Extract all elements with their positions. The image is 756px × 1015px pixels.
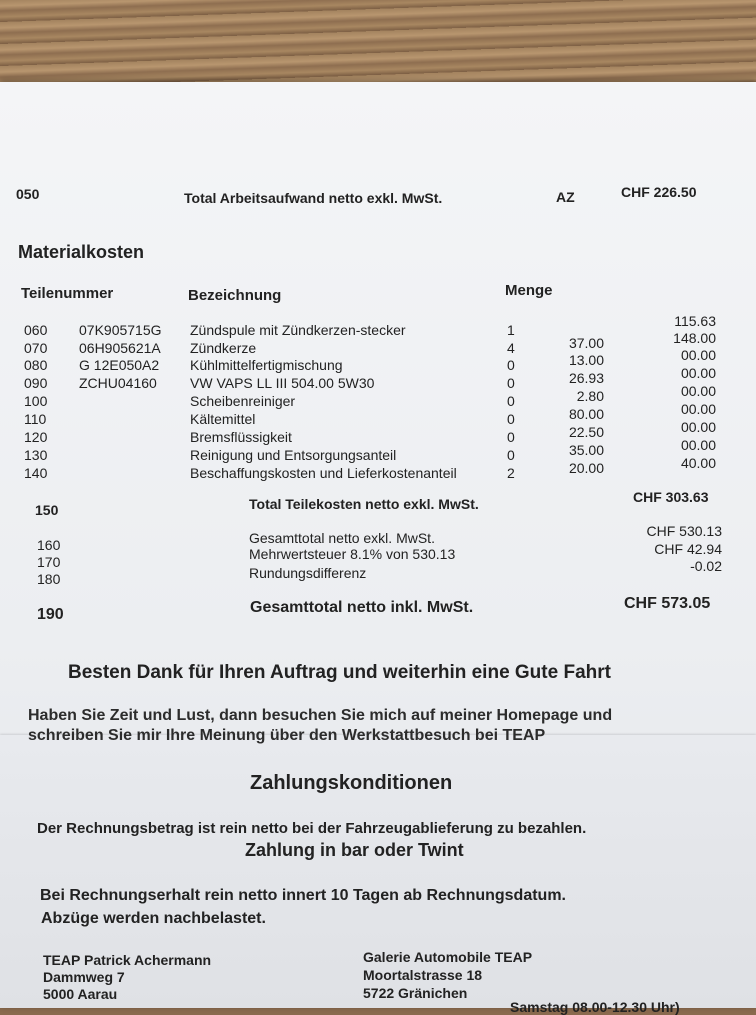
item-description: Bremsflüssigkeit — [190, 429, 292, 445]
opening-hours-cutoff: Samstag 08.00-12.30 Uhr) — [510, 999, 680, 1015]
item-quantity: 0 — [507, 393, 515, 409]
parts-total-amount: CHF 303.63 — [633, 489, 709, 505]
item-price: 2.80 — [576, 388, 604, 404]
table-row — [0, 313, 756, 340]
total-amount: -0.02 — [690, 558, 722, 574]
item-part-no: G 12E050A2 — [79, 357, 160, 373]
invoice-terms-line1: Bei Rechnungserhalt rein netto innert 10 Tagen ab Rechnungsdatum. — [40, 887, 566, 904]
item-pos: 110 — [24, 411, 47, 427]
payment-line1: Der Rechnungsbetrag ist rein netto bei der Fahrzeugablieferung zu bezahlen. — [37, 820, 587, 837]
thank-you-note: Besten Dank für Ihren Auftrag und weiterhin eine Gute Fahrt — [68, 662, 611, 683]
item-quantity: 0 — [507, 411, 515, 427]
total-label: Rundungsdifferenz — [249, 565, 367, 581]
item-price: 80.00 — [568, 406, 604, 422]
item-part-no: ZCHU04160 — [79, 375, 157, 391]
labour-label: Total Arbeitsaufwand netto exkl. MwSt. — [184, 190, 443, 206]
item-amount: 00.00 — [680, 347, 716, 363]
wooden-table-background — [0, 0, 756, 95]
section-title: Materialkosten — [18, 242, 145, 262]
item-quantity: 4 — [507, 340, 515, 356]
parts-total-label: Total Teilekosten netto exkl. MwSt. — [249, 496, 479, 512]
item-amount: 00.00 — [680, 437, 716, 453]
item-price: 26.93 — [568, 370, 604, 386]
labour-pos: 050 — [16, 186, 40, 202]
item-price: 13.00 — [568, 352, 604, 368]
item-quantity: 2 — [507, 465, 515, 481]
address-right-street: Moortalstrasse 18 — [363, 967, 483, 983]
item-description: Kältemittel — [190, 411, 256, 427]
item-pos: 070 — [24, 340, 48, 356]
column-header-part-no: Teilenummer — [21, 285, 114, 302]
item-part-no: 07K905715G — [79, 322, 162, 338]
item-amount: 00.00 — [680, 419, 716, 435]
item-quantity: 0 — [507, 357, 515, 373]
item-amount: 00.00 — [680, 383, 716, 399]
item-price: 35.00 — [568, 442, 604, 458]
item-pos: 130 — [24, 447, 48, 463]
total-pos: 180 — [37, 571, 61, 587]
address-right-city: 5722 Gränichen — [363, 985, 468, 1001]
item-description: VW VAPS LL III 504.00 5W30 — [190, 375, 375, 391]
homepage-note-line2: schreiben Sie mir Ihre Meinung über den Werkstattbesuch bei TEAP — [28, 727, 546, 744]
item-description: Reinigung und Entsorgungsanteil — [190, 447, 397, 463]
item-amount: 115.63 — [674, 313, 716, 329]
payment-line2: Zahlung in bar oder Twint — [245, 840, 464, 860]
item-pos: 140 — [24, 465, 48, 481]
address-right-name: Galerie Automobile TEAP — [363, 949, 533, 965]
item-amount: 00.00 — [680, 365, 716, 381]
invoice-terms-line2: Abzüge werden nachbelastet. — [41, 910, 266, 927]
labour-amount: CHF 226.50 — [621, 184, 697, 200]
total-label: Gesamttotal netto exkl. MwSt. — [249, 530, 435, 546]
item-price: 22.50 — [568, 424, 604, 440]
grand-total-amount: CHF 573.05 — [624, 595, 711, 612]
column-header-quantity: Menge — [505, 282, 553, 299]
address-left-street: Dammweg 7 — [43, 969, 125, 985]
item-pos: 100 — [24, 393, 48, 409]
item-quantity: 0 — [507, 447, 515, 463]
item-amount: 40.00 — [680, 455, 716, 471]
item-description: Scheibenreiniger — [190, 393, 296, 409]
item-price: 20.00 — [568, 460, 604, 476]
column-header-description: Bezeichnung — [188, 287, 282, 304]
item-pos: 080 — [24, 357, 48, 373]
item-description: Kühlmittelfertigmischung — [190, 357, 343, 373]
total-pos: 160 — [37, 537, 61, 553]
total-pos: 170 — [37, 554, 61, 570]
item-description: Beschaffungskosten und Lieferkostenanteil — [190, 465, 457, 481]
grand-total-label: Gesamttotal netto inkl. MwSt. — [250, 599, 474, 616]
item-amount: 148.00 — [673, 330, 716, 346]
grand-total-pos: 190 — [37, 606, 64, 623]
item-quantity: 0 — [507, 375, 515, 391]
item-pos: 060 — [24, 322, 48, 338]
item-part-no: 06H905621A — [79, 340, 161, 356]
item-description: Zündspule mit Zündkerzen-stecker — [190, 322, 406, 338]
address-left-name: TEAP Patrick Achermann — [43, 952, 212, 968]
total-label: Mehrwertsteuer 8.1% von 530.13 — [249, 546, 456, 562]
address-left-city: 5000 Aarau — [43, 986, 118, 1002]
item-quantity: 1 — [507, 322, 515, 338]
payment-title: Zahlungskonditionen — [250, 772, 453, 794]
item-pos: 090 — [24, 375, 48, 391]
item-amount: 00.00 — [680, 401, 716, 417]
item-quantity: 0 — [507, 429, 515, 445]
item-price: 37.00 — [568, 335, 604, 351]
labour-code: AZ — [556, 189, 575, 205]
item-description: Zündkerze — [190, 340, 257, 356]
homepage-note-line1: Haben Sie Zeit und Lust, dann besuchen Sie mich auf meiner Homepage und — [28, 707, 613, 724]
total-amount: CHF 530.13 — [646, 523, 722, 539]
item-pos: 120 — [24, 429, 48, 445]
parts-total-pos: 150 — [35, 502, 59, 518]
total-amount: CHF 42.94 — [654, 541, 722, 557]
